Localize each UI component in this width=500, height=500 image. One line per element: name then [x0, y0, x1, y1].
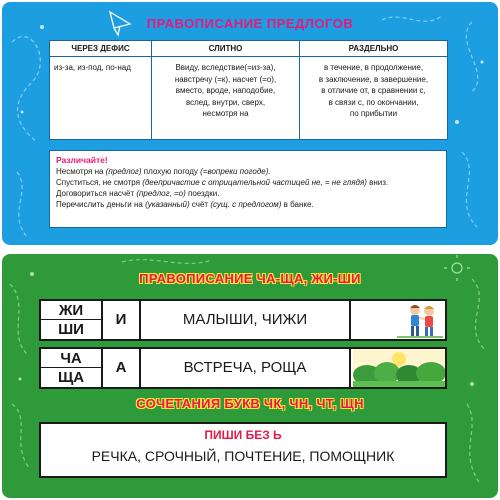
cell-line: навстречу (=к), насчет (=о),: [174, 74, 277, 84]
cell-together: [152, 57, 300, 140]
prepositions-table: [49, 40, 448, 140]
line-text: поездки.: [185, 189, 220, 198]
cell-line: вслед, внутри, сверх,: [185, 97, 266, 107]
column-header-separate: РАЗДЕЛЬНО: [300, 41, 448, 57]
line-note: (сущ. с предлогом): [210, 200, 282, 209]
line-note: (указанный): [145, 200, 190, 209]
example-words: МАЛЫШИ, ЧИЖИ: [141, 301, 351, 339]
grove-illustration: [353, 349, 445, 387]
column-header-together: СЛИТНО: [152, 41, 300, 57]
cell-line: из-за, из-под, по-над: [54, 63, 131, 72]
syllable-column: [41, 349, 103, 387]
line-text: Спуститься, не смотря: [56, 178, 143, 187]
distinguish-line: [56, 177, 440, 188]
cell-line: в связи с, по окончании,: [328, 97, 419, 107]
line-text: вниз.: [366, 178, 389, 187]
cell-hyphen: [50, 57, 152, 140]
line-text: Перечислить деньги на: [56, 200, 146, 209]
syllable-top: ЖИ: [41, 301, 101, 320]
distinguish-box: [49, 150, 447, 228]
distinguish-line: [56, 199, 440, 210]
example-words: ВСТРЕЧА, РОЩА: [141, 349, 351, 387]
line-text: счёт: [189, 200, 211, 209]
rule-examples: РЕЧКА, СРОЧНЫЙ, ПОЧТЕНИЕ, ПОМОЩНИК: [91, 448, 395, 464]
syllable-column: [41, 301, 103, 339]
prepositions-card: [2, 2, 498, 245]
chashcha-title: ПРАВОПИСАНИЕ ЧА-ЩА, ЖИ-ШИ: [139, 271, 361, 286]
line-note: (предлог): [105, 167, 142, 176]
children-illustration: [353, 301, 445, 339]
line-note: (предлог, =о): [136, 189, 186, 198]
cell-line: несмотря на: [202, 109, 249, 118]
spelling-row-zhi-shi: [39, 299, 447, 341]
line-note: (деепричастие с отрицательной частицей не, = не глядя): [142, 178, 367, 187]
line-text: Договориться насчёт: [56, 189, 137, 198]
combos-title: СОЧЕТАНИЯ БУКВ ЧК, ЧН, ЧТ, ЩН: [136, 396, 364, 411]
rule-heading: ПИШИ БЕЗ Ь: [204, 428, 282, 442]
cell-line: в течение, в продолжение,: [323, 63, 424, 72]
line-text: плохую погоду: [141, 167, 201, 176]
distinguish-line: [56, 188, 440, 199]
rule-box: [39, 422, 447, 478]
vowel-cell: А: [103, 349, 141, 387]
cell-separate: [300, 57, 448, 140]
spelling-card: [2, 254, 498, 498]
distinguish-line: [56, 166, 440, 177]
line-text: в банке.: [281, 200, 314, 209]
cell-line: по прибытии: [349, 109, 398, 118]
syllable-bottom: ЩА: [57, 369, 85, 386]
spelling-row-cha-shcha: [39, 347, 447, 389]
cell-line: в заключение, в завершение,: [318, 74, 429, 84]
column-header-hyphen: ЧЕРЕЗ ДЕФИС: [50, 41, 152, 57]
cell-line: в отличие от, в сравнении с,: [321, 86, 426, 95]
prepositions-title: ПРАВОПИСАНИЕ ПРЕДЛОГОВ: [146, 16, 354, 31]
syllable-bottom: ШИ: [58, 321, 84, 338]
table-header-row: [50, 41, 448, 57]
line-note: (=вопреки погоде).: [200, 167, 271, 176]
vowel-cell: И: [103, 301, 141, 339]
cell-line: Ввиду, вследствие(=из-за),: [175, 63, 276, 72]
table-row: [50, 57, 448, 140]
line-text: Несмотря на: [56, 167, 106, 176]
cell-line: вместо, вроде, наподобие,: [175, 86, 276, 95]
syllable-top: ЧА: [41, 349, 101, 368]
distinguish-title: Различайте!: [56, 155, 108, 165]
